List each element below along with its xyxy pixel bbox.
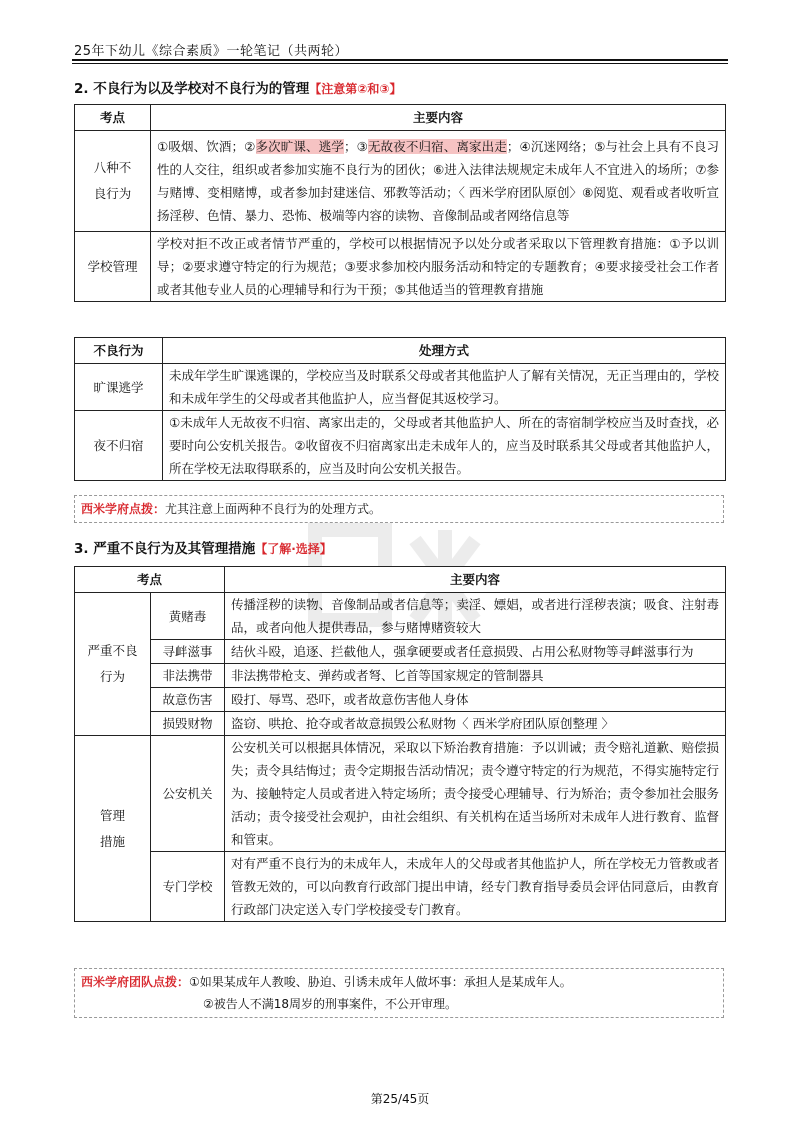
col-header-topic: 考点	[75, 105, 151, 131]
col-header-behavior: 不良行为	[75, 338, 163, 364]
text-part: ①吸烟、饮酒；②	[157, 139, 256, 154]
row-label-night-absence: 夜不归宿	[75, 411, 163, 481]
group-label-management	[75, 736, 151, 922]
sub-label: 故意伤害	[151, 688, 225, 712]
row-content-eight-behaviors	[151, 131, 726, 232]
table-handling	[74, 337, 726, 481]
table-row	[75, 640, 726, 664]
col-header-content: 主要内容	[151, 105, 726, 131]
tip-line-2: ②被告人不满18周岁的刑事案件，不公开审理。	[203, 997, 458, 1011]
table-header-row	[75, 105, 726, 131]
table-row	[75, 364, 726, 411]
sub-content: 公安机关可以根据具体情况，采取以下矫治教育措施：予以训诫；责令赔礼道歉、赔偿损失；责令具结悔过；责令定期报告活动情况；责令遵守特定的行为规范，不得实施特定行为、接触特定人员或者进入特定场所；责令接受心理辅导、行为矫治；责令参加社会服务活动；责令接受社会观护，由社会组织、有关机构在适当场所对未成年人进行教育、监督和管束。	[225, 736, 726, 852]
table-row	[75, 593, 726, 640]
table-row	[75, 736, 726, 852]
tip-label: 西米学府团队点拨：	[81, 975, 190, 989]
row-label-text: 八种不良行为	[93, 160, 132, 201]
highlight-truancy: 多次旷课、逃学	[255, 139, 344, 154]
table-row	[75, 664, 726, 688]
table-row	[75, 712, 726, 736]
table-row	[75, 688, 726, 712]
header-rule-thin	[72, 63, 728, 64]
section3-tag: 【了解·选择】	[255, 542, 332, 556]
col-header-content: 主要内容	[225, 567, 726, 593]
sub-label: 黄赌毒	[151, 593, 225, 640]
header-rule	[72, 59, 728, 61]
group-label-text: 严重不良行为	[87, 643, 138, 684]
row-label-eight-behaviors	[75, 131, 151, 232]
table-bad-behaviors	[74, 104, 726, 302]
tip-line-1	[81, 971, 717, 993]
table-serious-behaviors	[74, 566, 726, 922]
sub-content: 结伙斗殴，追逐、拦截他人，强拿硬要或者任意损毁、占用公私财物等寻衅滋事行为	[225, 640, 726, 664]
tip-box-2	[74, 968, 724, 1018]
page-header: 25年下幼儿《综合素质》一轮笔记（共两轮）	[74, 44, 349, 59]
table-header-row	[75, 567, 726, 593]
sub-label: 寻衅滋事	[151, 640, 225, 664]
text-part: ；③	[343, 139, 368, 154]
sub-label: 非法携带	[151, 664, 225, 688]
table-row	[75, 411, 726, 481]
page-number: 第25/45页	[370, 1092, 430, 1106]
section2-tag: 【注意第②和③】	[309, 82, 402, 96]
table-row	[75, 232, 726, 302]
table-header-row	[75, 338, 726, 364]
section3-title-text: 3. 严重不良行为及其管理措施	[74, 541, 256, 557]
section2-title-text: 2. 不良行为以及学校对不良行为的管理	[74, 81, 310, 97]
sub-label: 专门学校	[151, 852, 225, 922]
row-content-night-absence: ①未成年人无故夜不归宿、离家出走的，父母或者其他监护人、所在的寄宿制学校应当及时查找，必要时向公安机关报告。②收留夜不归宿离家出走未成年人的，应当及时联系其父母或者其他监护人，所在学校无法取得联系的，应当及时向公安机关报告。	[163, 411, 726, 481]
tip-text: ①如果某成年人教唆、胁迫、引诱未成年人做坏事：承担人是某成年人。	[189, 975, 572, 989]
section3-title	[74, 537, 332, 557]
row-label-school-management: 学校管理	[75, 232, 151, 302]
sub-content: 传播淫秽的读物、音像制品或者信息等；卖淫、嫖娼，或者进行淫秽表演；吸食、注射毒品，或者向他人提供毒品，参与赌博赌资较大	[225, 593, 726, 640]
tip-text: 尤其注意上面两种不良行为的处理方式。	[165, 502, 382, 516]
tip-label: 西米学府点拨：	[81, 502, 166, 516]
group-label-serious	[75, 593, 151, 736]
tip-box-1	[74, 495, 724, 523]
row-label-truancy: 旷课逃学	[75, 364, 163, 411]
sub-content: 殴打、辱骂、恐吓，或者故意伤害他人身体	[225, 688, 726, 712]
highlight-runaway: 无故夜不归宿、离家出走	[367, 139, 507, 154]
table-row	[75, 852, 726, 922]
col-header-handling: 处理方式	[163, 338, 726, 364]
sub-label: 损毁财物	[151, 712, 225, 736]
section2-title	[74, 77, 402, 97]
sub-label: 公安机关	[151, 736, 225, 852]
sub-content: 非法携带枪支、弹药或者弩、匕首等国家规定的管制器具	[225, 664, 726, 688]
sub-content: 对有严重不良行为的未成年人，未成年人的父母或者其他监护人，所在学校无力管教或者管教无效的，可以向教育行政部门提出申请，经专门教育指导委员会评估同意后，由教育行政部门决定送入专门学校接受专门教育。	[225, 852, 726, 922]
group-label-text: 管理措施	[99, 807, 125, 849]
table-row	[75, 131, 726, 232]
text-part: ；④沉迷网络；⑤与社会上具有不良习性的人交往，组织或者参加实施不良行为的团伙；⑥进入法律法规规定未成年人不宜进入的场所；⑦参与赌博、变相赌博，或者参加封建迷信、邪教等活动；〈 西米学府团队原创〉⑧阅览、观看或者收听宣扬淫秽、色情、暴力、恐怖、极端等内容的读物、音像制品或者网络信息等	[157, 139, 719, 223]
row-content-school-management: 学校对拒不改正或者情节严重的，学校可以根据情况予以处分或者采取以下管理教育措施：①予以训导；②要求遵守特定的行为规范；③要求参加校内服务活动和特定的专题教育；④要求接受社会工作者或者其他专业人员的心理辅导和行为干预；⑤其他适当的管理教育措施	[151, 232, 726, 302]
row-content-truancy: 未成年学生旷课逃课的，学校应当及时联系父母或者其他监护人了解有关情况，无正当理由的，学校和未成年学生的父母或者其他监护人，应当督促其返校学习。	[163, 364, 726, 411]
sub-content: 盗窃、哄抢、抢夺或者故意损毁公私财物〈 西米学府团队原创整理 〉	[225, 712, 726, 736]
col-header-topic: 考点	[75, 567, 225, 593]
